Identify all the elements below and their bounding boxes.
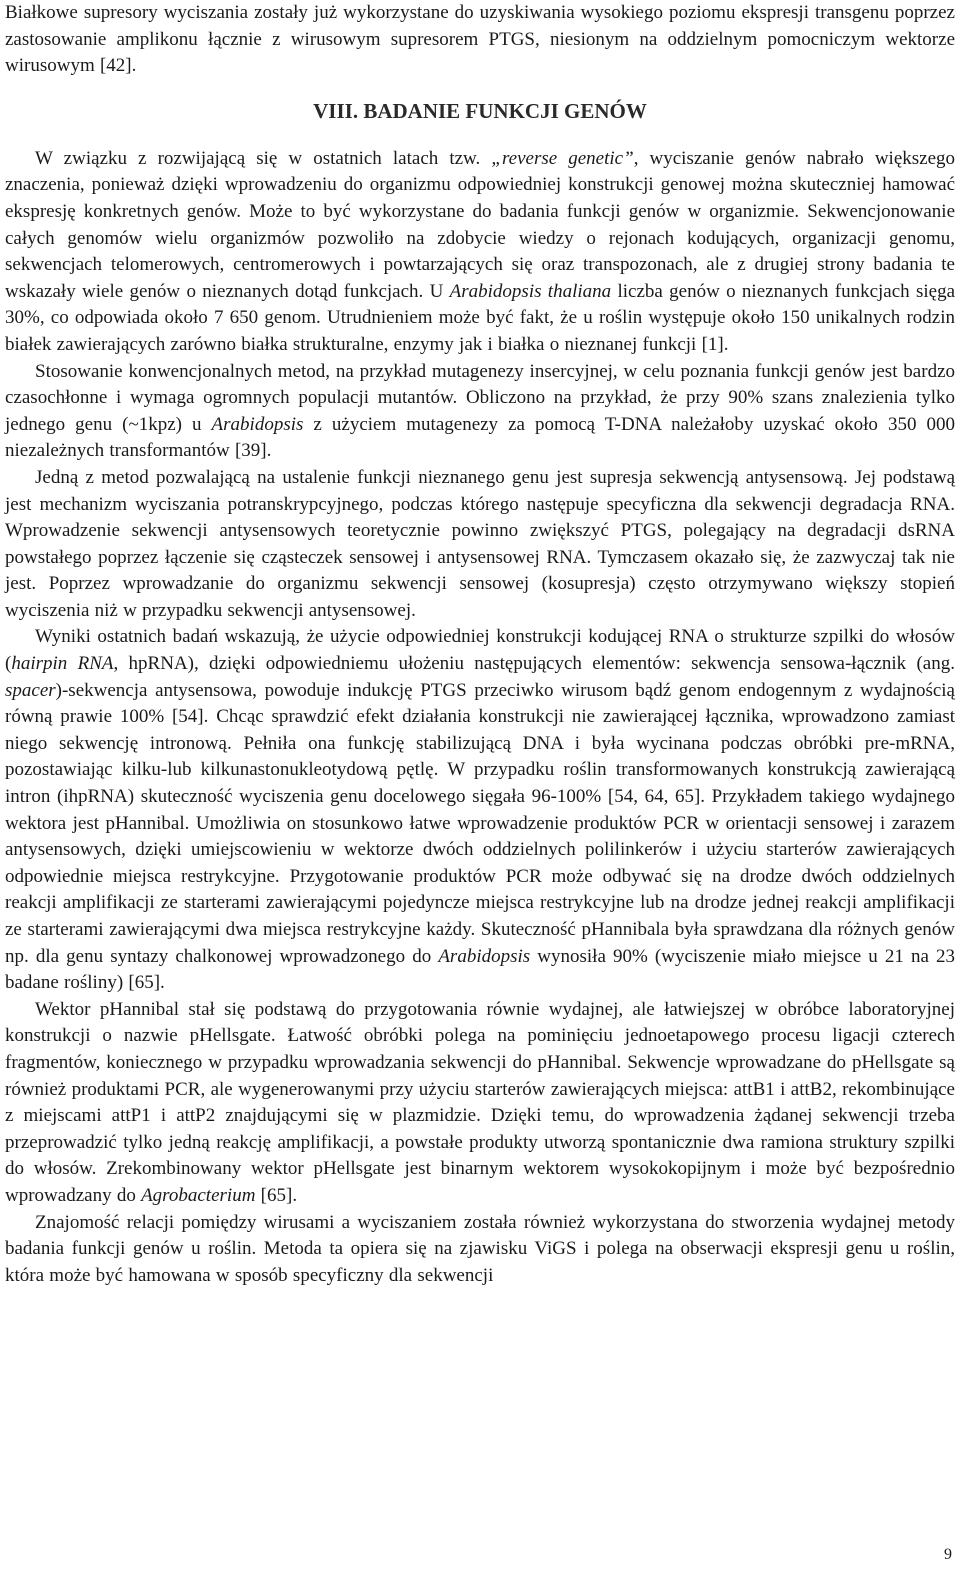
paragraph-4 bbox=[5, 624, 955, 996]
paragraph-5 bbox=[5, 997, 955, 1210]
text-run: z użyciem mutagenezy za pomocą T-DNA należałoby uzyskać około 350 000 niezależnych transformantów [39]. bbox=[5, 413, 955, 462]
text-run: liczba genów o nieznanych funkcjach sięga 30%, co odpowiada około 7 650 genom. Utrudnieniem może być fakt, że u roślin występuje około 150 unikalnych rodzin białek zawierających zarówno białka strukturalne, enzymy jak i białka o nieznanej funkcji [1]. bbox=[5, 280, 956, 355]
text-run: , wyciszanie genów nabrało większego znaczenia, ponieważ dzięki wprowadzeniu do organizmu odpowiedniej konstrukcji genowej można skuteczniej hamować ekspresję konkretnych genów. Może to być wykorzystane do badania funkcji genów w organizmie. Sekwencjonowanie całych genomów wielu organizmów pozwoliło na zdobycie wiedzy o rejonach kodujących, organizacji genomu, sekwencjach telomerowych, centromerowych i powtarzających się oraz transpozonach, ale z drugiej strony badania te wskazały wiele genów o nieznanych dotąd funkcjach. U bbox=[5, 147, 956, 302]
italic-species: Arabidopsis bbox=[438, 945, 531, 967]
italic-species: Agrobacterium bbox=[141, 1184, 256, 1206]
italic-term: spacer bbox=[5, 679, 56, 701]
paragraph-6: Znajomość relacji pomiędzy wirusami a wyciszaniem została również wykorzystana do stworzenia wydajnej metody badania funkcji genów u roślin. Metoda ta opiera się na zjawisku ViGS i polega na obserwacji ekspresji genu u roślin, która może być hamowana w sposób specyficzny dla sekwencji bbox=[5, 1211, 955, 1286]
text-run: wynosiła 90% (wyciszenie miało miejsce u 21 na 23 badane rośliny) [65]. bbox=[5, 945, 955, 994]
paragraph-2 bbox=[5, 359, 955, 465]
paragraph-1 bbox=[5, 146, 955, 359]
section-heading: VIII. BADANIE FUNKCJI GENÓW bbox=[313, 98, 647, 123]
text-run: W związku z rozwijającą się w ostatnich latach tzw. bbox=[35, 147, 492, 169]
document-page bbox=[5, 0, 955, 1289]
text-run: )-sekwencja antysensowa, powoduje indukcję PTGS przeciwko wirusom bądź genom endogennym z wydajnością równą prawie 100% [54]. Chcąc sprawdzić efekt działania konstrukcji nie zawierającej łącznika, wprowadzono zamiast niego sekwencję intronową. Pełniła ona funkcję stabilizującą DNA i była wycinana podczas obróbki pre-mRNA, pozostawiając kilku-lub kilkunastonukleotydową pętlę. W przypadku roślin transformowanych konstrukcją zawierającą intron (ihpRNA) skuteczność wyciszenia genu docelowego sięgała 96-100% [54, 64, 65]. Przykładem takiego wydajnego wektora jest pHannibal. Umożliwia on stosunkowo łatwe wprowadzenie produktów PCR w orientacji sensowej i zarazem antysensowych, dzięki umiejscowieniu w wektorze dwóch oddzielnych polilinkerów i użyciu starterów zawierających odpowiednie miejsca restrykcyjne. Przygotowanie produktów PCR może odbywać się na drodze dwóch oddzielnych reakcji amplifikacji ze starterami zawierającymi pojedyncze miejsca restrykcyjne lub na drodze jednej reakcji amplifikacji ze starterami zawierającymi dwa miejsca restrykcyjne każdy. Skuteczność pHannibala była sprawdzana dla różnych genów np. dla genu syntazy chalkonowej wprowadzonego do bbox=[5, 679, 955, 967]
italic-species: Arabidopsis bbox=[211, 413, 304, 435]
paragraph-intro: Białkowe supresory wyciszania zostały już wykorzystane do uzyskiwania wysokiego poziomu ekspresji transgenu poprzez zastosowanie amplikonu łącznie z wirusowym supresorem PTGS, niesionym na oddzielnym pomocniczym wektorze wirusowym [42]. bbox=[5, 2, 955, 77]
italic-species: Arabidopsis thaliana bbox=[449, 280, 612, 302]
text-run: Wyniki ostatnich badań wskazują, że użycie odpowiedniej konstrukcji kodującej RNA o strukturze szpilki do włosów ( bbox=[5, 626, 955, 675]
text-run: , hpRNA), dzięki odpowiedniemu ułożeniu następujących elementów: sekwencja sensowa-łącznik (ang. bbox=[113, 653, 955, 675]
text-run: [65]. bbox=[255, 1184, 298, 1206]
paragraph-3: Jedną z metod pozwalającą na ustalenie funkcji nieznanego genu jest supresja sekwencją antysensową. Jej podstawą jest mechanizm wyciszania potranskrypcyjnego, podczas którego następuje specyficzna dla sekwencji degradacja RNA. Wprowadzenie sekwencji antysensowych teoretycznie powinno zwiększyć PTGS, polegający na degradacji dsRNA powstałego poprzez łączenie się cząsteczek sensowej i antysensowej RNA. Tymczasem okazało się, że zazwyczaj tak nie jest. Poprzez wprowadzanie do organizmu sekwencji sensowej (kosupresja) często otrzymywano większy stopień wyciszenia niż w przypadku sekwencji antysensowej. bbox=[5, 466, 955, 621]
text-run: Wektor pHannibal stał się podstawą do przygotowania równie wydajnej, ale łatwiejszej w obróbce laboratoryjnej konstrukcji o nazwie pHellsgate. Łatwość obróbki polega na pominięciu jednoetapowego procesu ligacji czterech fragmentów, koniecznego w przypadku wprowadzania sekwencji do pHannibal. Sekwencje wprowadzane do pHellsgate są również produktami PCR, ale wygenerowanymi przy użyciu starterów zawierających miejsca: attB1 i attB2, rekombinujące z miejscami attP1 i attP2 znajdującymi się w plazmidzie. Dzięki temu, do wprowadzenia żądanej sekwencji trzeba przeprowadzić tylko jedną reakcję amplifikacji, a powstałe produkty utworzą spontanicznie dwa ramiona struktury szpilki do włosów. Zrekombinowany wektor pHellsgate jest binarnym wektorem wysokokopijnym i może być bezpośrednio wprowadzany do bbox=[5, 998, 955, 1206]
page-number: 9 bbox=[944, 1546, 952, 1563]
italic-term: hairpin RNA bbox=[11, 653, 114, 675]
text-run: Stosowanie konwencjonalnych metod, na przykład mutagenezy insercyjnej, w celu poznania funkcji genów jest bardzo czasochłonne i wymaga ogromnych populacji mutantów. Obliczono na przykład, że przy 90% szans znalezienia tylko jednego genu (~1kpz) u bbox=[5, 360, 955, 435]
italic-term: „reverse genetic” bbox=[491, 147, 634, 169]
